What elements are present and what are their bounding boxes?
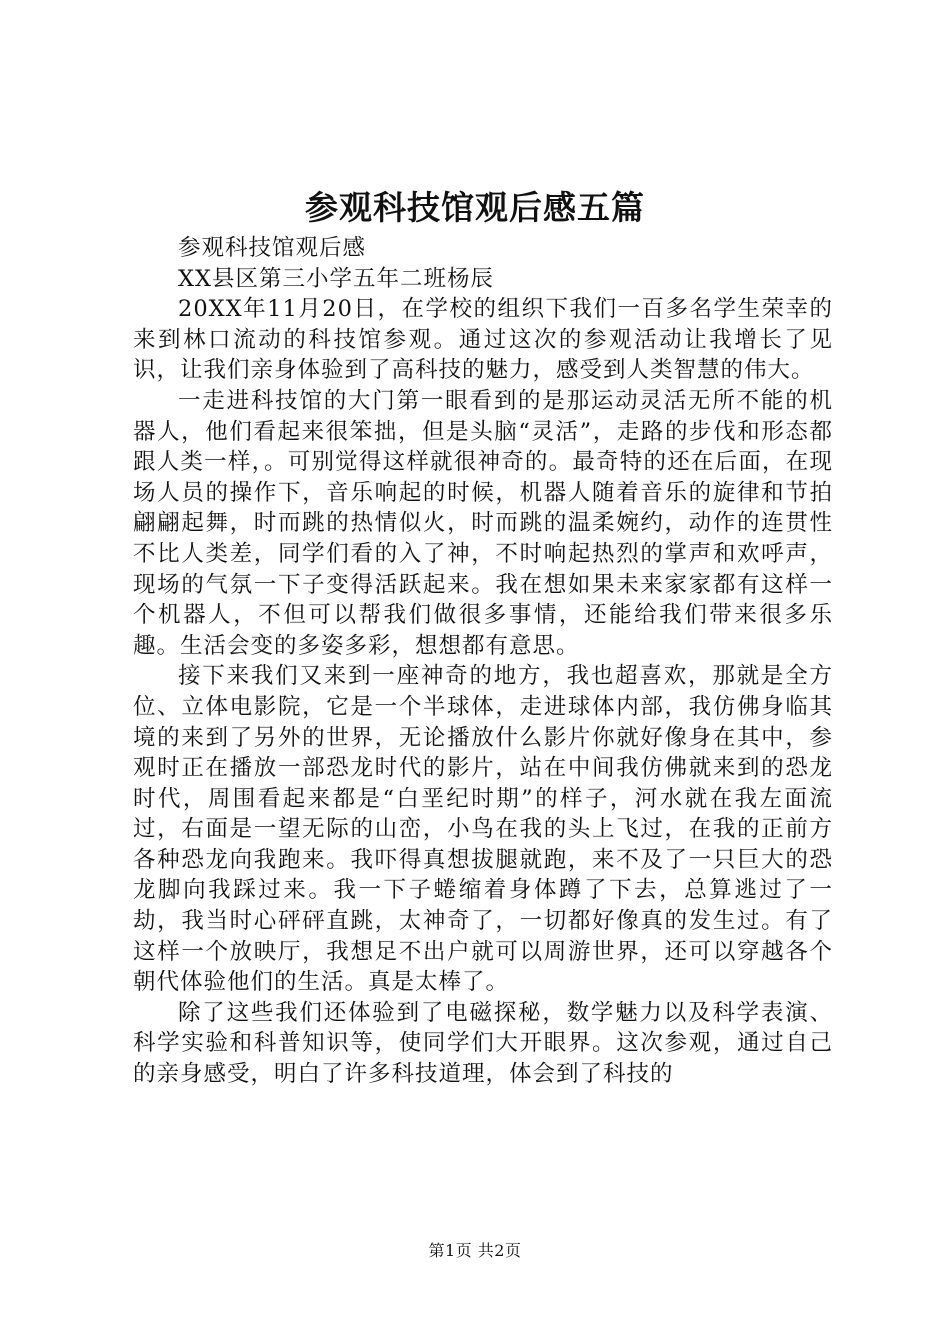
body-paragraph: 除了这些我们还体验到了电磁探秘，数学魅力以及科学表演、科学实验和科普知识等，使同学们大开眼界。这次参观，通过自己的亲身感受，明白了许多科技道理，体会到了科技的 <box>133 999 833 1088</box>
author-line: XX县区第三小学五年二班杨辰 <box>178 265 495 292</box>
subtitle-paragraph: 参观科技馆观后感 <box>178 235 367 261</box>
body-paragraph: 接下来我们又来到一座神奇的地方，我也超喜欢，那就是全方位、立体电影院，它是一个半球体，走进球体内部，我仿佛身临其境的来到了另外的世界，无论播放什么影片你就好像身在其中，参观时正在播放一部恐龙时代的影片，站在中间我仿佛就来到的恐龙时代，周围看起来都是“白垩纪时期”的样子，河水就在我左面流过，右面是一望无际的山峦，小鸟在我的头上飞过，在我的正前方各种恐龙向我跑来。我吓得真想拔腿就跑，来不及了一只巨大的恐龙脚向我踩过来。我一下子蜷缩着身体蹲了下去，总算逃过了一劫，我当时心砰砰直跳，太神奇了，一切都好像真的发生过。有了这样一个放映厅，我想足不出户就可以周游世界，还可以穿越各个朝代体验他们的生活。真是太棒了。 <box>133 663 833 996</box>
body-paragraph: 一走进科技馆的大门第一眼看到的是那运动灵活无所不能的机器人，他们看起来很笨拙，但是头脑“灵活”，走路的步伐和形态都跟人类一样，。可别觉得这样就很神奇的。最奇特的还在后面，在现场人员的操作下，音乐响起的时候，机器人随着音乐的旋律和节拍翩翩起舞，时而跳的热情似火，时而跳的温柔婉约，动作的连贯性不比人类差，同学们看的入了神，不时响起热烈的掌声和欢呼声，现场的气氛一下子变得活跃起来。我在想如果未来家家都有这样一个机器人，不但可以帮我们做很多事情，还能给我们带来很多乐趣。生活会变的多姿多彩，想想都有意思。 <box>133 387 833 659</box>
document-title: 参观科技馆观后感五篇 <box>305 188 645 227</box>
document-body <box>133 233 833 1090</box>
page-footer: 第1页 共2页 <box>428 1241 522 1260</box>
body-paragraph: 20XX年11月20日，在学校的组织下我们一百多名学生荣幸的来到林口流动的科技馆参观。通过这次的参观活动让我增长了见识，让我们亲身体验到了高科技的魅力，感受到人类智慧的伟大。 <box>133 296 833 384</box>
